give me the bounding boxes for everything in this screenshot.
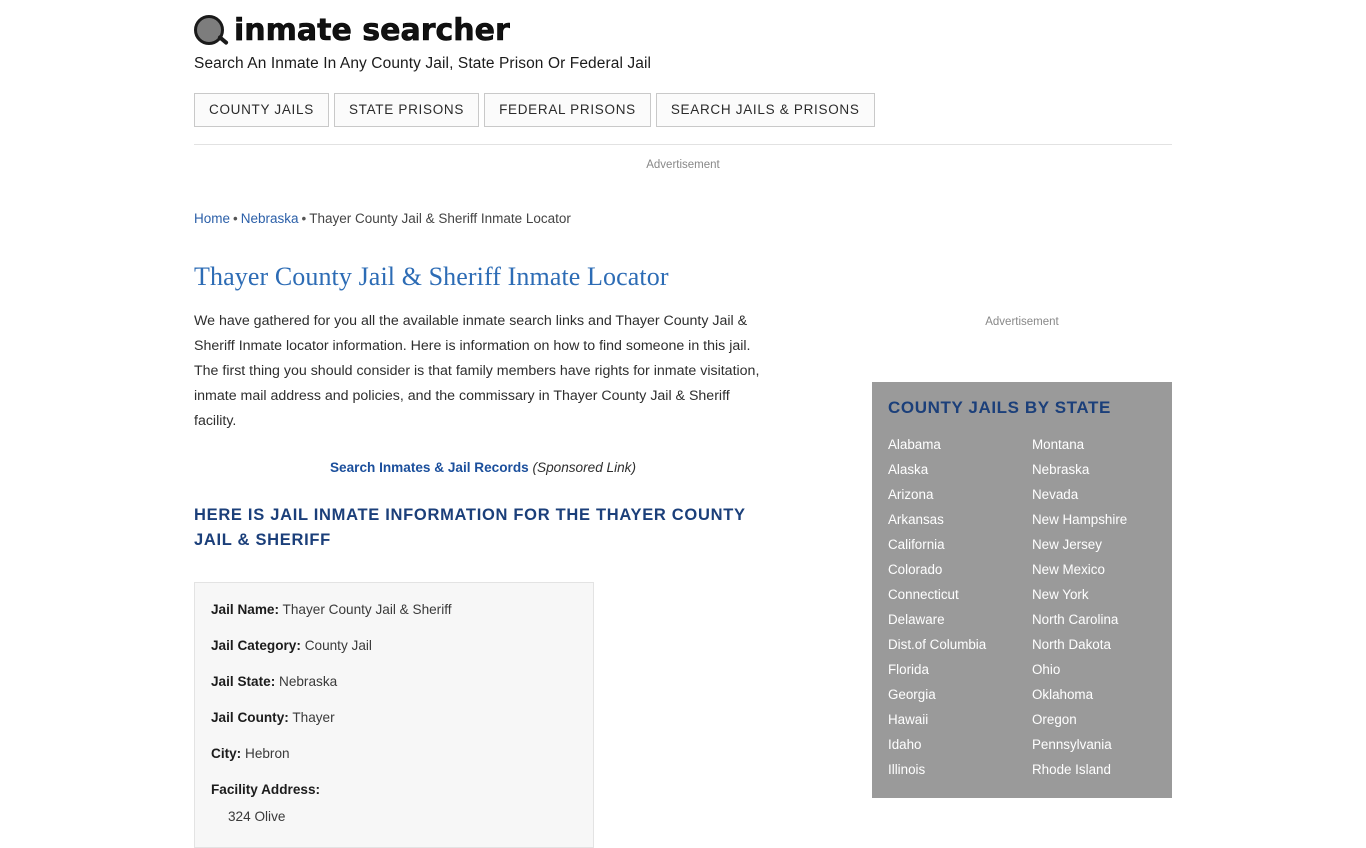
states-column-left	[888, 432, 1012, 782]
states-column-right	[1032, 432, 1156, 782]
site-tagline: Search An Inmate In Any County Jail, State Prison Or Federal Jail	[194, 55, 652, 72]
state-link-alaska[interactable]: Alaska	[888, 462, 929, 477]
state-link-idaho[interactable]: Idaho	[888, 737, 922, 752]
breadcrumb-current: Thayer County Jail & Sheriff Inmate Locator	[309, 211, 571, 226]
breadcrumb-state[interactable]: Nebraska	[240, 211, 299, 226]
info-row-jail-state	[211, 672, 577, 692]
state-link-delaware[interactable]: Delaware	[888, 612, 945, 627]
magnifier-icon	[194, 13, 230, 49]
nav-item-federal-prisons[interactable]: FEDERAL PRISONS	[484, 93, 651, 127]
jail-state-label: Jail State:	[211, 674, 276, 689]
intro-paragraph: We have gathered for you all the available inmate search links and Thayer County Jail & Sheriff Inmate locator information. Here is information on how to find someone in this jail. The first thing you should consider is that family members have rights for inmate visitation, inmate mail address and policies, and the commissary in Thayer County Jail & Sheriff facility.	[194, 313, 760, 429]
jail-name-label: Jail Name:	[211, 602, 280, 617]
state-link-north-carolina[interactable]: North Carolina	[1032, 612, 1119, 627]
right-ad-label: Advertisement	[985, 316, 1059, 328]
city-value: Hebron	[245, 746, 290, 761]
jail-state-value: Nebraska	[279, 674, 338, 689]
nav-item-state-prisons[interactable]: STATE PRISONS	[334, 93, 479, 127]
state-link-arizona[interactable]: Arizona	[888, 487, 934, 502]
jail-county-value: Thayer	[292, 710, 335, 725]
state-link-california[interactable]: California	[888, 537, 945, 552]
top-ad-label: Advertisement	[646, 159, 720, 171]
state-link-new-jersey[interactable]: New Jersey	[1032, 537, 1102, 552]
info-row-jail-county	[211, 708, 577, 728]
city-label: City:	[211, 746, 242, 761]
nav-item-search-jails-prisons[interactable]: SEARCH JAILS & PRISONS	[656, 93, 875, 127]
state-link-arkansas[interactable]: Arkansas	[888, 512, 944, 527]
facility-address-value: 324 Olive	[228, 809, 286, 824]
state-link-new-mexico[interactable]: New Mexico	[1032, 562, 1105, 577]
sponsored-link-row	[194, 460, 772, 475]
state-link-north-dakota[interactable]: North Dakota	[1032, 637, 1111, 652]
state-link-colorado[interactable]: Colorado	[888, 562, 943, 577]
state-link-ohio[interactable]: Ohio	[1032, 662, 1061, 677]
state-link-pennsylvania[interactable]: Pennsylvania	[1032, 737, 1112, 752]
breadcrumb-separator-1: •	[233, 211, 238, 226]
jail-category-label: Jail Category:	[211, 638, 301, 653]
state-link-hawaii[interactable]: Hawaii	[888, 712, 929, 727]
page-title: Thayer County Jail & Sheriff Inmate Locator	[194, 262, 669, 291]
section-title: HERE IS JAIL INMATE INFORMATION FOR THE THAYER COUNTY JAIL & SHERIFF	[194, 506, 746, 549]
states-columns	[888, 432, 1156, 782]
search-inmates-link[interactable]: Search Inmates & Jail Records	[329, 460, 529, 475]
jail-name-value: Thayer County Jail & Sheriff	[282, 602, 452, 617]
nav-item-county-jails[interactable]: COUNTY JAILS	[194, 93, 329, 127]
state-link-nevada[interactable]: Nevada	[1032, 487, 1079, 502]
state-link-rhode-island[interactable]: Rhode Island	[1032, 762, 1111, 777]
info-row-city	[211, 744, 577, 764]
states-box-title: COUNTY JAILS BY STATE	[888, 398, 1111, 417]
jail-info-box	[194, 582, 594, 848]
state-link-new-hampshire[interactable]: New Hampshire	[1032, 512, 1128, 527]
state-link-georgia[interactable]: Georgia	[888, 687, 936, 702]
info-row-jail-name	[211, 600, 577, 620]
right-rail	[872, 0, 1172, 798]
state-link-new-york[interactable]: New York	[1032, 587, 1089, 602]
state-link-illinois[interactable]: Illinois	[888, 762, 926, 777]
state-link-nebraska[interactable]: Nebraska	[1032, 462, 1090, 477]
state-link-florida[interactable]: Florida	[888, 662, 929, 677]
state-link-dist-of-columbia[interactable]: Dist.of Columbia	[888, 637, 987, 652]
state-link-oklahoma[interactable]: Oklahoma	[1032, 687, 1094, 702]
state-link-alabama[interactable]: Alabama	[888, 437, 941, 452]
breadcrumb-separator-2: •	[301, 211, 307, 226]
county-jails-by-state-box	[872, 382, 1172, 798]
jail-category-value: County Jail	[304, 638, 372, 653]
state-link-connecticut[interactable]: Connecticut	[888, 587, 959, 602]
breadcrumb-home[interactable]: Home	[194, 211, 231, 226]
main-content	[194, 262, 794, 848]
info-row-jail-category	[211, 636, 577, 656]
facility-address-label: Facility Address:	[211, 782, 321, 797]
info-row-facility-address	[211, 780, 577, 827]
state-link-montana[interactable]: Montana	[1032, 437, 1085, 452]
sponsored-note: (Sponsored Link)	[532, 460, 637, 475]
state-link-oregon[interactable]: Oregon	[1032, 712, 1077, 727]
jail-county-label: Jail County:	[211, 710, 289, 725]
site-logo-text: inmate searcher	[234, 13, 510, 48]
